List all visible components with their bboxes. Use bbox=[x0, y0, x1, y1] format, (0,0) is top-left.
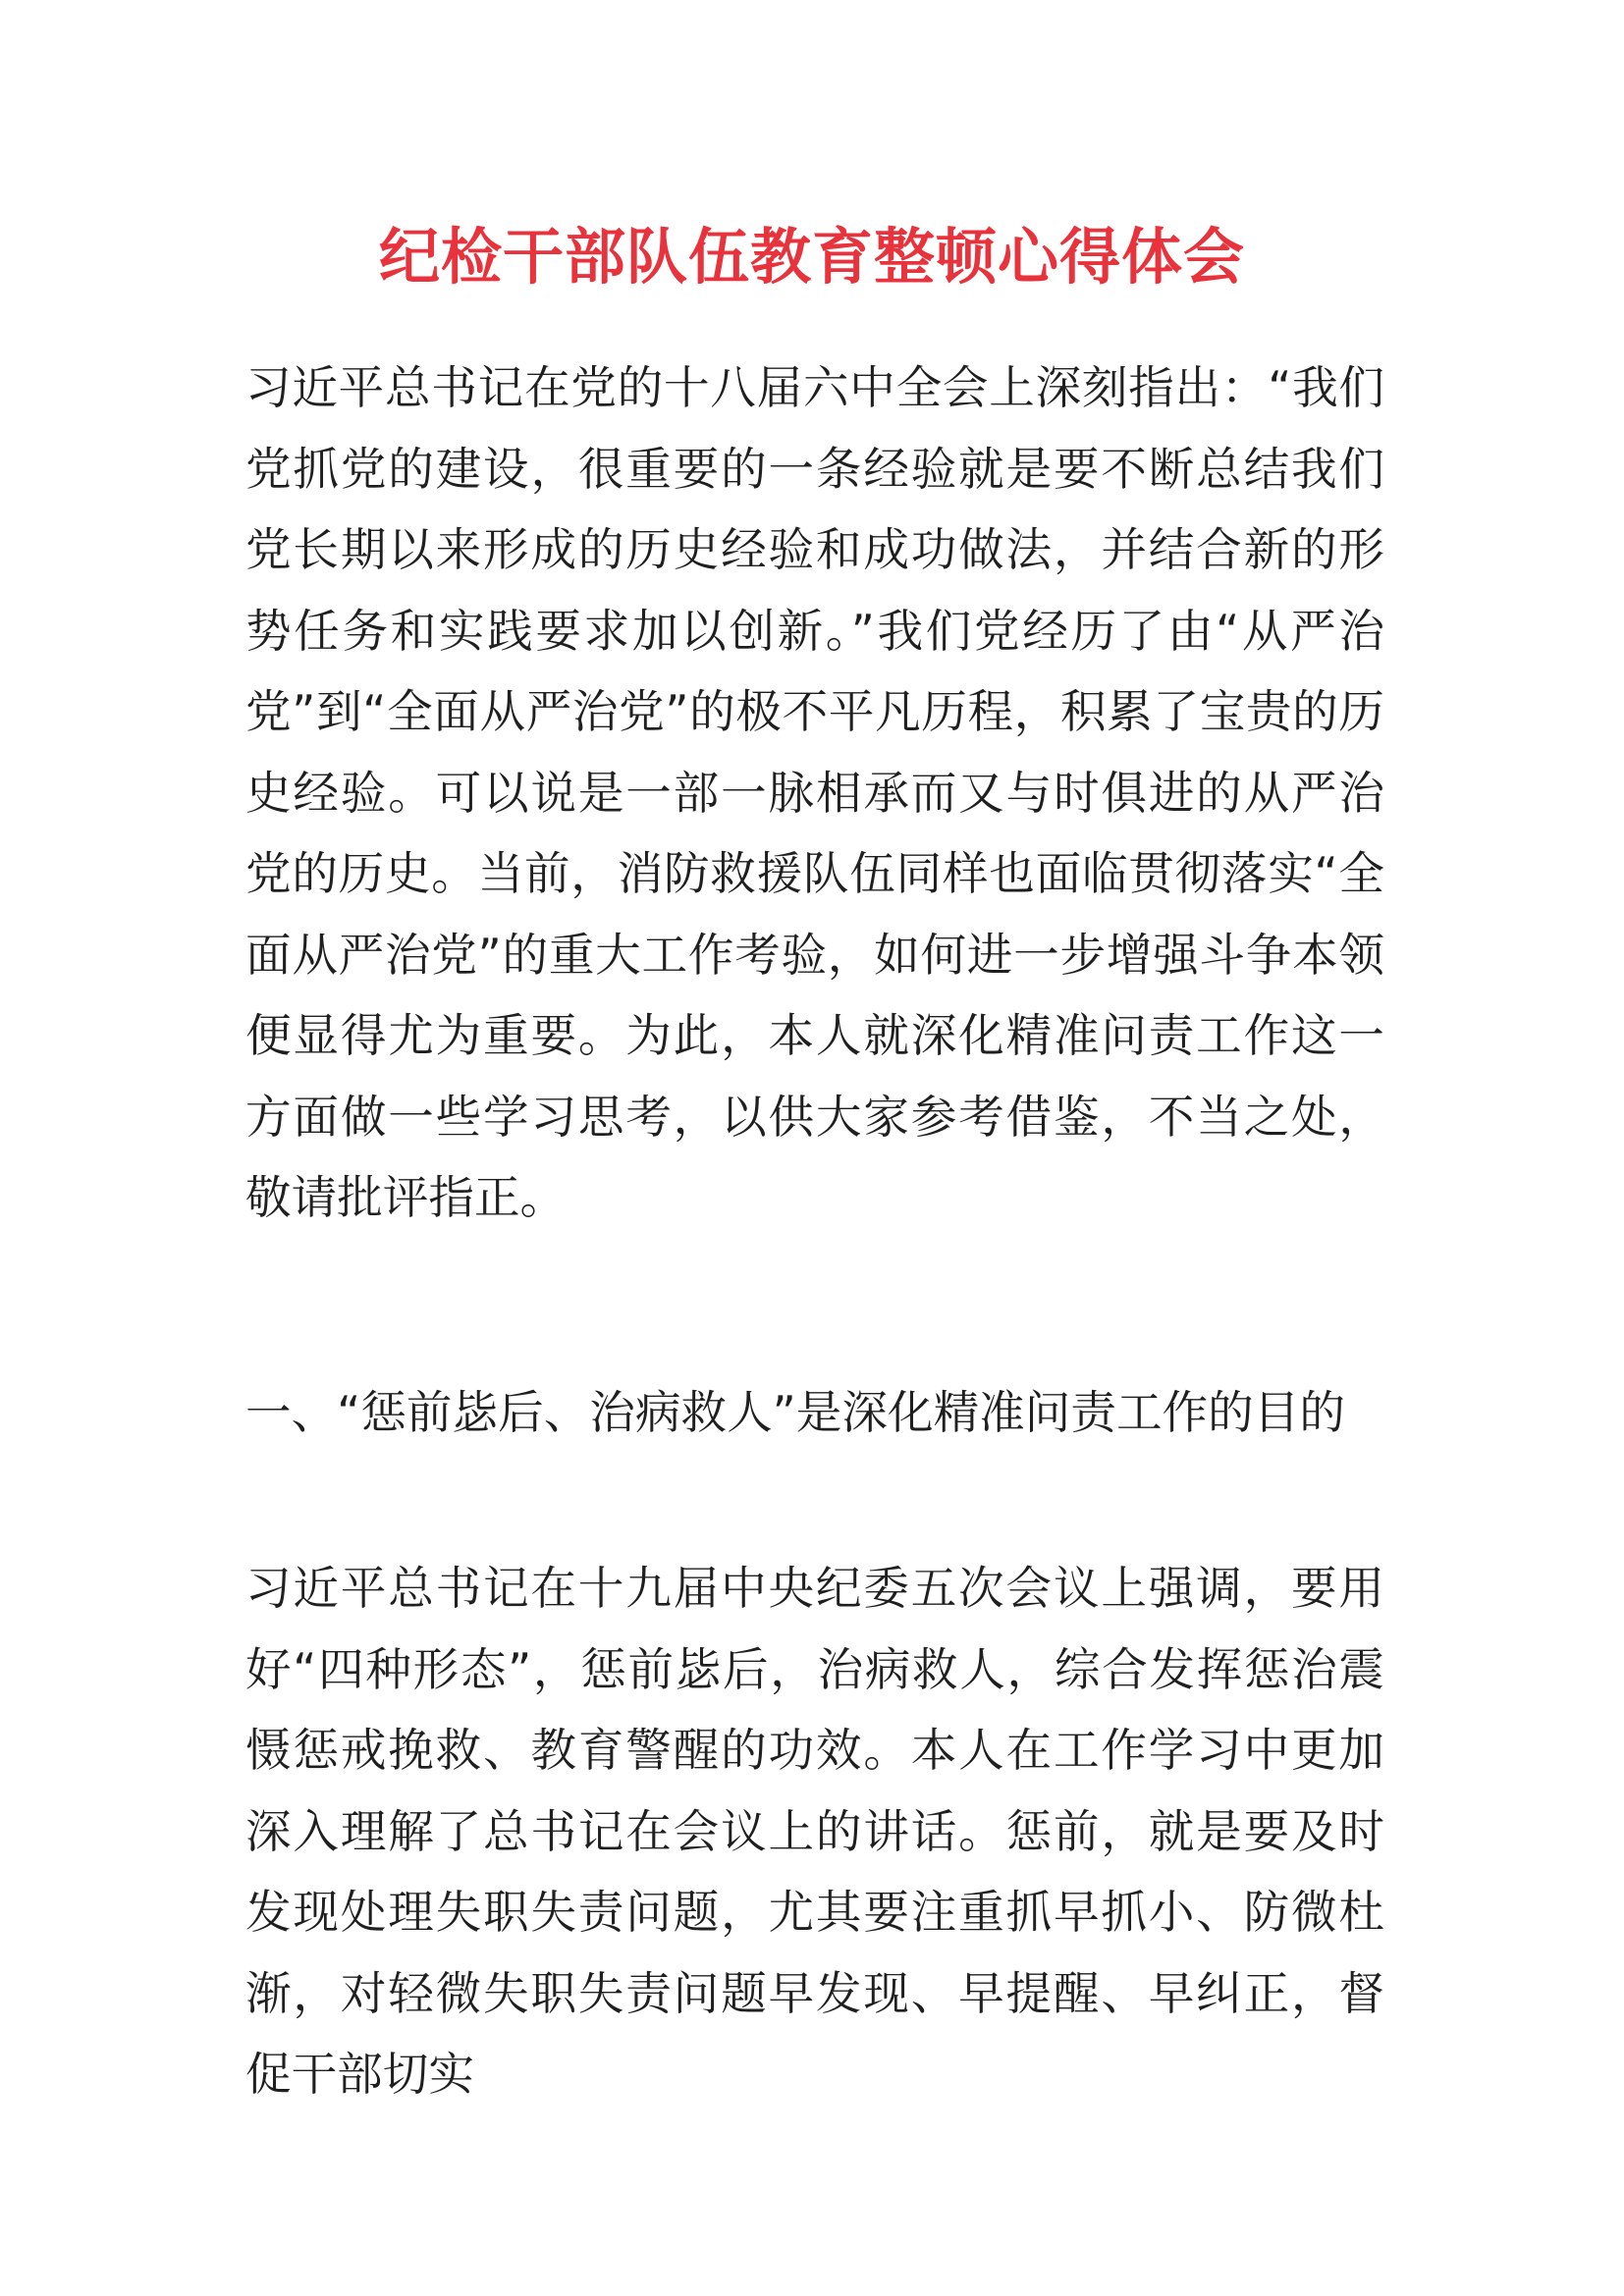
body-paragraph-section-1: 习近平总书记在十九届中央纪委五次会议上强调，要用好“四种形态”，惩前毖后，治病救人，综合发挥惩治震慑惩戒挽救、教育警醒的功效。本人在工作学习中更加深入理解了总书记在会议上的讲话。惩前，就是要及时发现处理失职失责问题，尤其要注重抓早抓小、防微杜渐，对轻微失职失责问题早发现、早提醒、早纠正，督促干部切实 bbox=[245, 1562, 1384, 2101]
section-heading-1: 一、“惩前毖后、治病救人”是深化精准问责工作的目的 bbox=[245, 1386, 1345, 1439]
document-title: 纪检干部队伍教育整顿心得体会 bbox=[378, 221, 1245, 293]
body-paragraph-intro: 习近平总书记在党的十八届六中全会上深刻指出：“我们党抓党的建设，很重要的一条经验就是要不断总结我们党长期以来形成的历史经验和成功做法，并结合新的形势任务和实践要求加以创新。”我们党经历了由“从严治党”到“全面从严治党”的极不平凡历程，积累了宝贵的历史经验。可以说是一部一脉相承而又与时俱进的从严治党的历史。当前，消防救援队伍同样也面临贯彻落实“全面从严治党”的重大工作考验，如何进一步增强斗争本领便显得尤为重要。为此，本人就深化精准问责工作这一方面做一些学习思考，以供大家参考借鉴，不当之处，敬请批评指正。 bbox=[245, 361, 1384, 1224]
